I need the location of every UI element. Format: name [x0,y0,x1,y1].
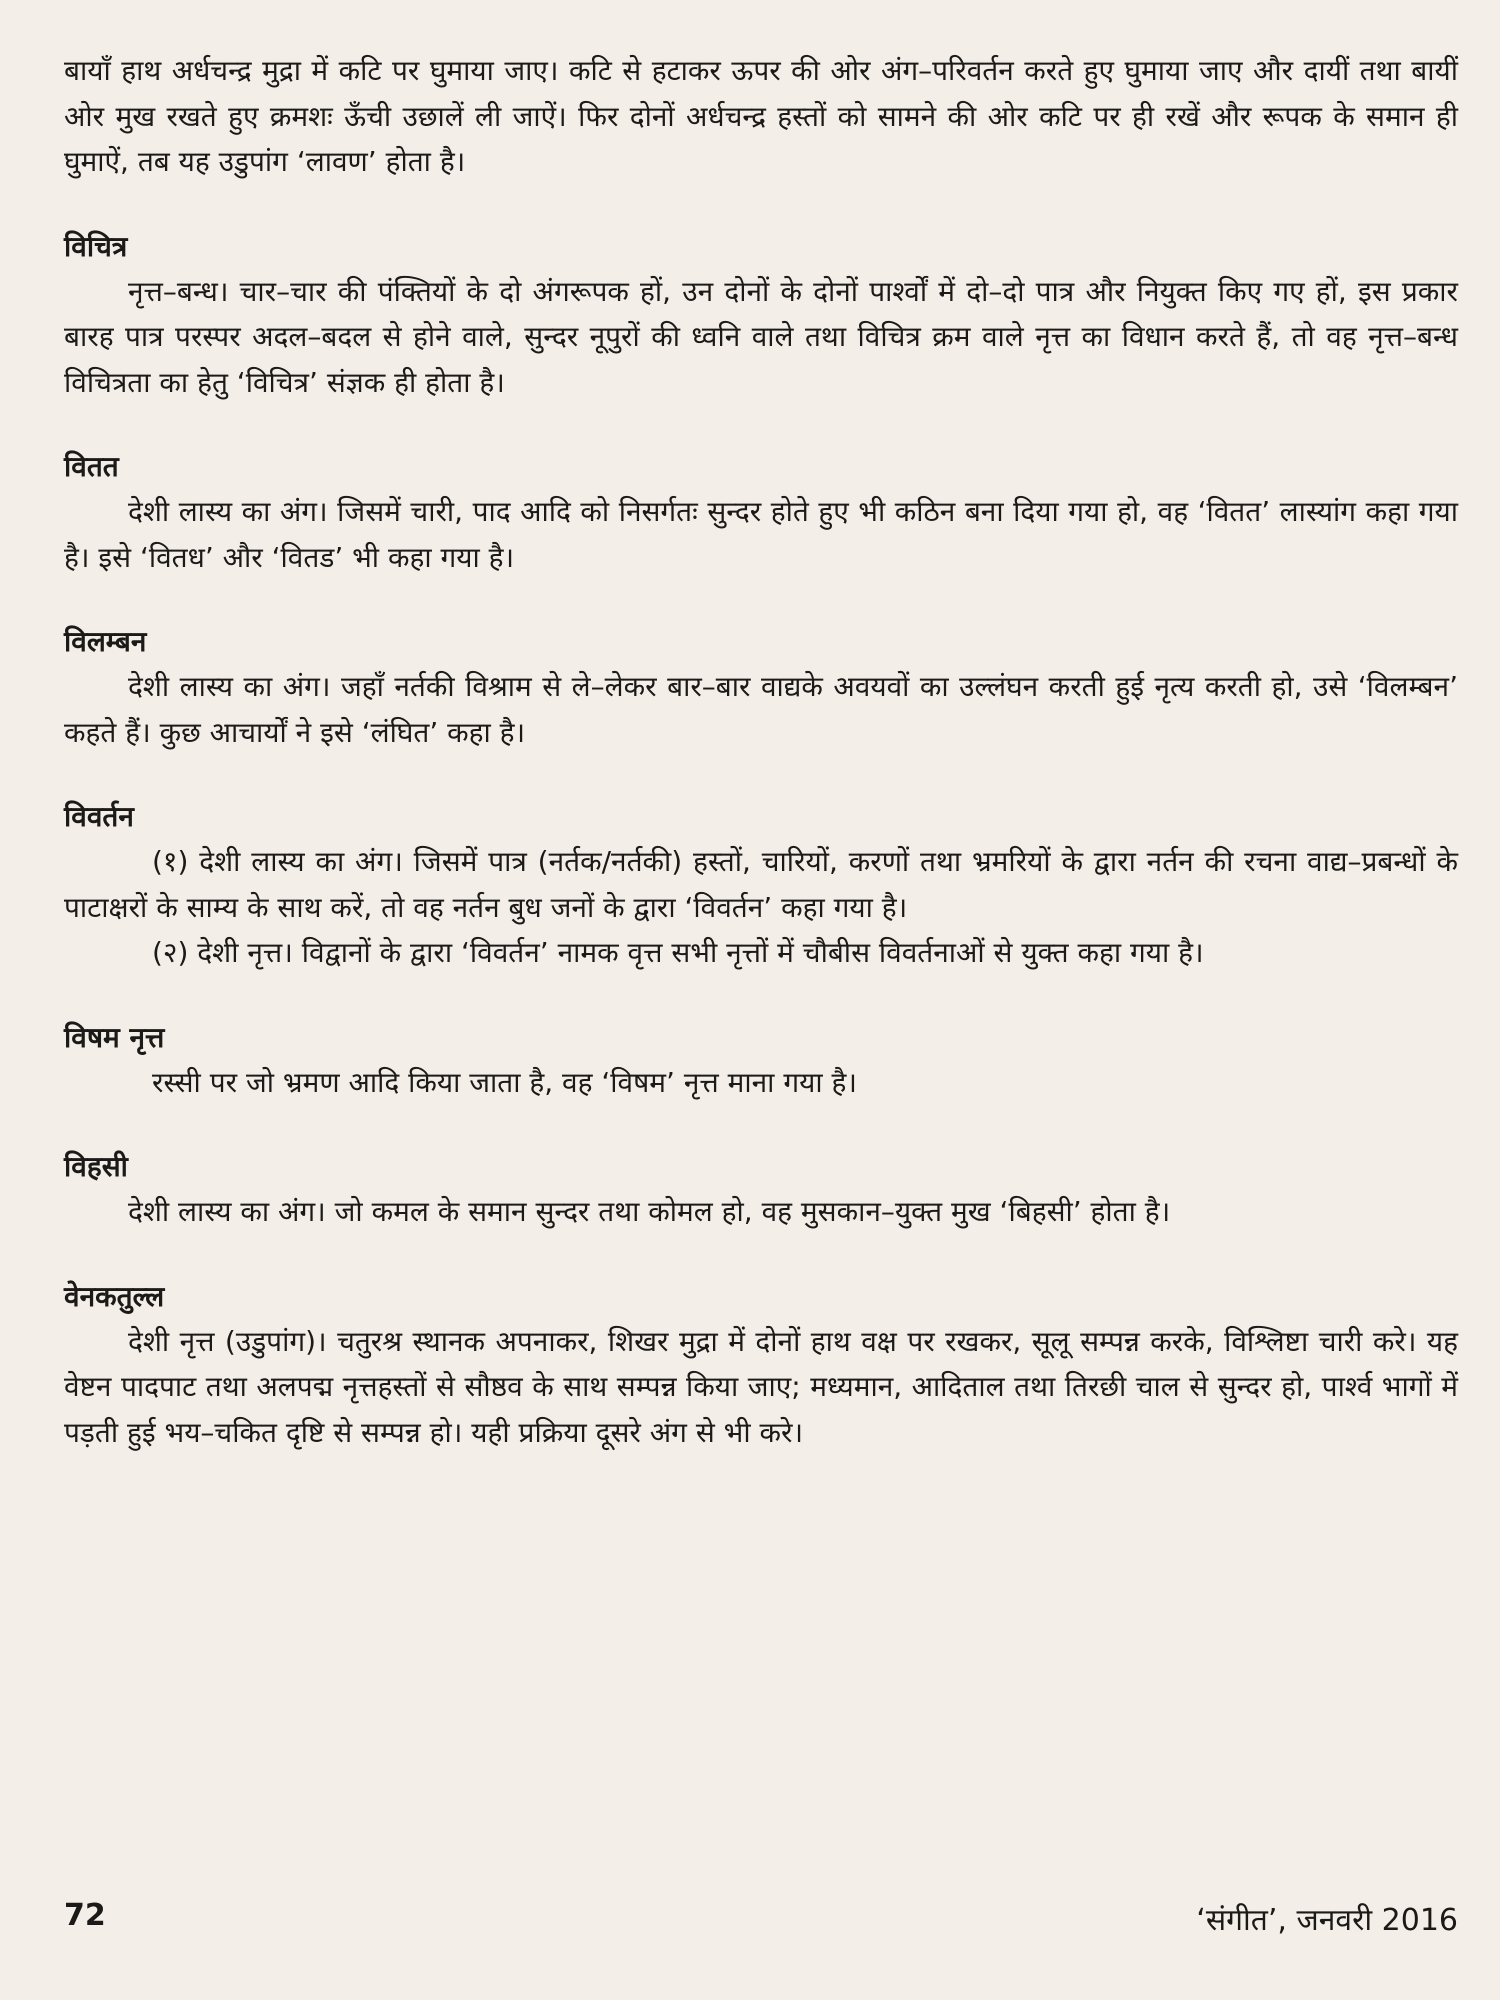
entry-paragraph: देशी नृत्त (उडुपांग)। चतुरश्र स्थानक अपनाकर, शिखर मुद्रा में दोनों हाथ वक्ष पर रखकर, सूलू सम्पन्न करके, विश्लिष्टा चारी करे। यह वेष्टन पादपाट तथा अलपद्म नृत्तहस्तों से सौष्ठव के साथ सम्पन्न किया जाए; मध्यमान, आदिताल तथा तिरछी चाल से सुन्दर हो, पार्श्व भागों में पड़ती हुई भय–चकित दृष्टि से सम्पन्न हो। यही प्रक्रिया दूसरे अंग से भी करे। [64,1324,1458,1449]
entry-heading: वितत [64,450,119,483]
entry-paragraph: रस्सी पर जो भ्रमण आदि किया जाता है, वह ‘विषम’ नृत्त माना गया है। [152,1065,857,1099]
intro-paragraph: बायाँ हाथ अर्धचन्द्र मुद्रा में कटि पर घुमाया जाए। कटि से हटाकर ऊपर की ओर अंग–परिवर्तन करते हुए घुमाया जाए और दायीं तथा बायीं ओर मुख रखते हुए क्रमशः ऊँची उछालें ली जाऐं। फिर दोनों अर्धचन्द्र हस्तों को सामने की ओर कटि पर ही रखें और रूपक के समान ही घुमाऐं, तब यह उडुपांग ‘लावण’ होता है। [64,54,1458,178]
entry-paragraph: (१) देशी लास्य का अंग। जिसमें पात्र (नर्तक/नर्तकी) हस्तों, चारियों, करणों तथा भ्रमरियों के द्वारा नर्तन की रचना वाद्य–प्रबन्धों के पाटाक्षरों के साम्य के साथ करें, तो वह नर्तन बुध जनों के द्वारा ‘विवर्तन’ कहा गया है। [64,845,1458,924]
entry-heading: विलम्बन [64,625,147,658]
entry-paragraph: नृत्त–बन्ध। चार–चार की पंक्तियों के दो अंगरूपक हों, उन दोनों के दोनों पार्श्वों में दो–दो पात्र और नियुक्त किए गए हों, इस प्रकार बारह पात्र परस्पर अदल–बदल से होने वाले, सुन्दर नूपुरों की ध्वनि वाले तथा विचित्र क्रम वाले नृत्त का विधान करते हैं, तो वह नृत्त–बन्ध विचित्रता का हेतु ‘विचित्र’ संज्ञक ही होता है। [64,274,1458,399]
page-number: 72 [64,1898,106,1933]
document-page [64,48,1458,1948]
publication-source: ‘संगीत’, जनवरी 2016 [1196,1903,1458,1938]
entry-paragraph: देशी लास्य का अंग। जहाँ नर्तकी विश्राम से ले–लेकर बार–बार वाद्यके अवयवों का उल्लंघन करती हुई नृत्य करती हो, उसे ‘विलम्बन’ कहते हैं। कुछ आचार्यों ने इसे ‘लंघित’ कहा है। [64,670,1458,749]
entry-heading: विषम नृत्त [64,1020,165,1054]
entry-vitat [64,445,1458,580]
entry-vilamban [64,620,1458,755]
entry-vichitra [64,225,1458,406]
entry-visham-nritt [64,1016,1458,1106]
entry-paragraph: देशी लास्य का अंग। जो कमल के समान सुन्दर तथा कोमल हो, वह मुसकान–युक्त मुख ‘बिहसी’ होता है। [128,1195,1171,1228]
entry-vihasi [64,1145,1458,1235]
entry-vivartan [64,795,1458,976]
entry-heading: वेनकतुल्ल [64,1279,165,1313]
entry-heading: विचित्र [64,229,128,263]
entry-heading: विवर्तन [64,800,134,833]
page-footer [64,1898,1458,1946]
entry-venakatull [64,1275,1458,1456]
entry-paragraph: (२) देशी नृत्त। विद्वानों के द्वारा ‘विवर्तन’ नामक वृत्त सभी नृत्तों में चौबीस विवर्तनाओं से युक्त कहा गया है। [152,936,1204,969]
entry-heading: विहसी [64,1150,128,1183]
entry-paragraph: देशी लास्य का अंग। जिसमें चारी, पाद आदि को निसर्गतः सुन्दर होते हुए भी कठिन बना दिया गया हो, वह ‘वितत’ लास्यांग कहा गया है। इसे ‘वितध’ और ‘वितड’ भी कहा गया है। [64,495,1458,574]
